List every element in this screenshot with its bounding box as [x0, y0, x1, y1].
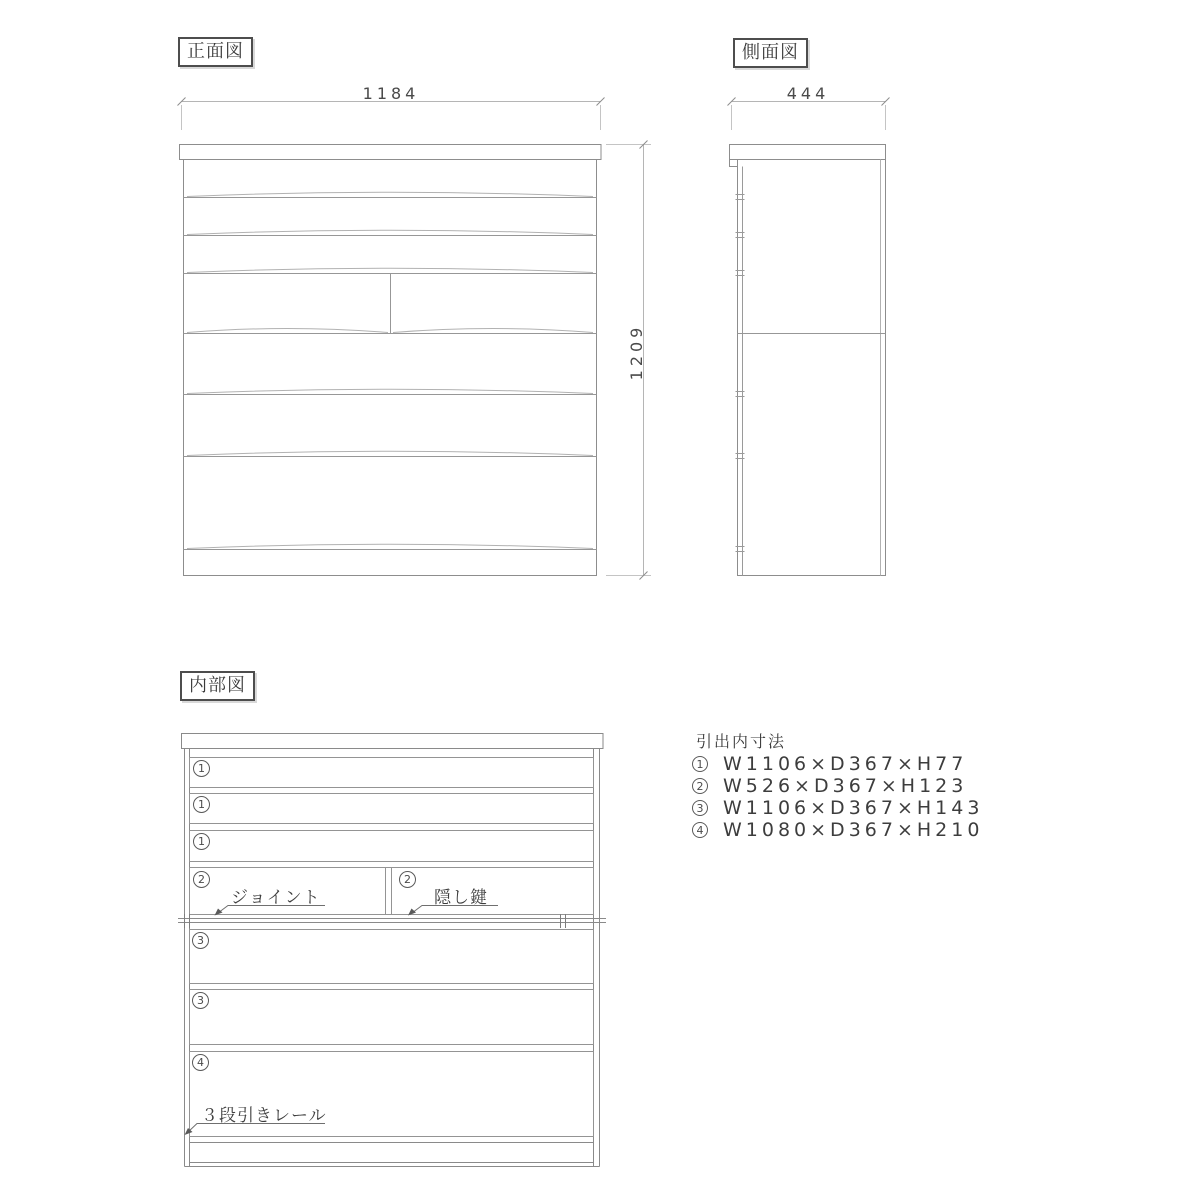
drawer-row-number: 3: [192, 932, 209, 949]
internal-view-label: 内部図: [180, 671, 255, 701]
drawer-row-number: 3: [192, 992, 209, 1009]
front-carcass: [184, 160, 597, 576]
spec-list-item: [692, 819, 983, 841]
front-view-label: 正面図: [178, 37, 253, 67]
spec-item-number: 1: [692, 756, 708, 772]
spec-item-dimensions: W1106×D367×H143: [723, 797, 984, 819]
spec-list-item: [692, 753, 967, 775]
hidden-lock-annotation: 隠し鍵: [434, 888, 488, 908]
drawer-row-number: 2: [193, 871, 210, 888]
spec-list-item: [692, 775, 967, 797]
drawer-row-number: 4: [192, 1054, 209, 1071]
internal-top-board: [182, 734, 604, 749]
spec-list-title: 引出内寸法: [696, 732, 787, 751]
side-top-lip: [730, 160, 738, 167]
front-handle-arcs: [187, 192, 593, 548]
side-view-label: 側面図: [733, 38, 808, 68]
spec-item-number: 3: [692, 800, 708, 816]
side-drawer-ticks: [736, 195, 745, 552]
front-height-dimension: 1209: [627, 323, 646, 381]
rail-annotation: ３段引きレール: [201, 1106, 327, 1126]
drawer-row-number: 1: [193, 760, 210, 777]
drawer-row-number: 2: [399, 871, 416, 888]
drawer-row-number: 1: [193, 796, 210, 813]
drawer-row-number: 1: [193, 833, 210, 850]
spec-item-number: 4: [692, 822, 708, 838]
front-width-dimension: 1184: [362, 84, 420, 103]
front-drawer-lines: [184, 198, 597, 550]
spec-item-dimensions: W1106×D367×H77: [723, 753, 968, 775]
side-width-dimension: 444: [786, 84, 830, 103]
spec-item-number: 2: [692, 778, 708, 794]
side-carcass: [738, 160, 886, 576]
joint-annotation: ジョイント: [231, 888, 321, 908]
side-top-board: [730, 145, 886, 160]
side-view-drawing: [728, 98, 890, 576]
front-view-drawing: [178, 98, 652, 580]
front-top-board: [180, 145, 602, 160]
internal-joint-lines: [178, 914, 606, 928]
spec-item-dimensions: W1080×D367×H210: [723, 819, 984, 841]
spec-item-dimensions: W526×D367×H123: [723, 775, 968, 797]
spec-list-item: [692, 797, 983, 819]
internal-drawer-boxes: [190, 758, 594, 1137]
